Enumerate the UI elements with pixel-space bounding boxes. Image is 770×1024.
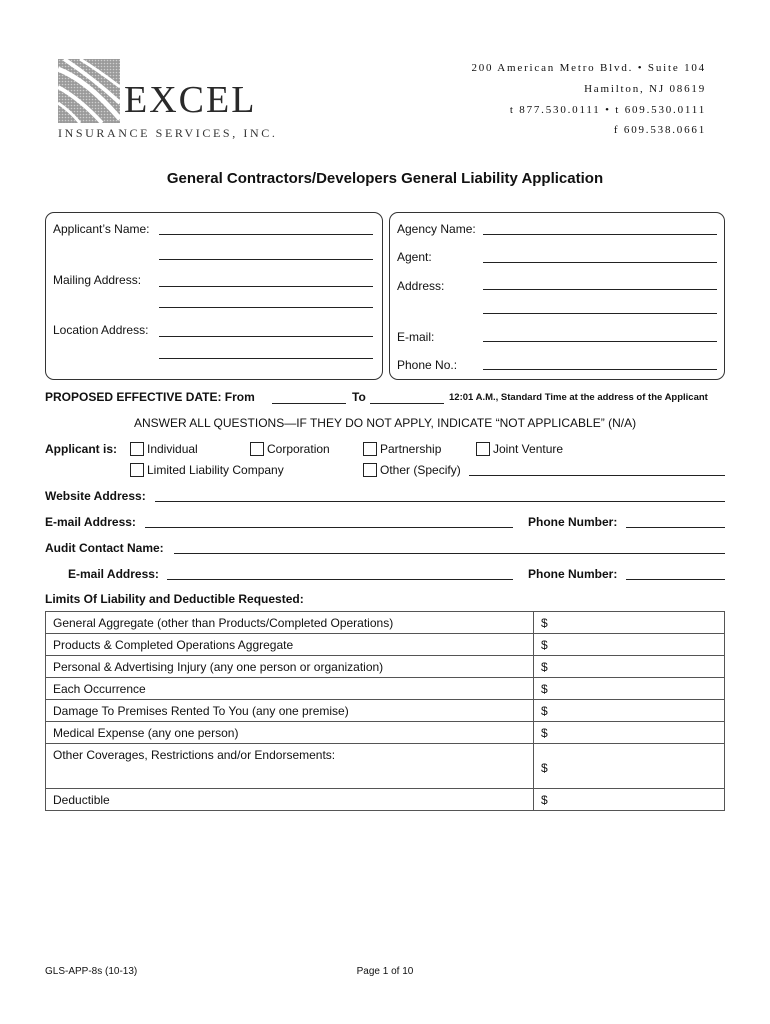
table-row [46,789,725,811]
effective-to-field[interactable] [370,403,444,404]
applicant-name-field[interactable] [159,234,373,235]
limit-amount-cell[interactable]: $ [534,612,725,634]
applicant-name-label: Applicant’s Name: [53,222,150,236]
table-row [46,612,725,634]
applicant-name-field-2[interactable] [159,259,373,260]
agent-field[interactable] [483,262,717,263]
agency-phone-field[interactable] [483,369,717,370]
page-number: Page 1 of 10 [356,966,414,977]
agency-email-field[interactable] [483,341,717,342]
agency-email-label: E-mail: [397,330,435,344]
form-id: GLS-APP-8s (10-13) [45,966,138,977]
website-field[interactable] [155,501,725,502]
applicant-box [45,212,383,380]
table-row [46,744,725,789]
brand-name: EXCEL [124,79,257,121]
audit-contact-field[interactable] [174,553,725,554]
limit-amount-cell[interactable]: $ [534,722,725,744]
audit-phone-label: Phone Number: [528,567,618,581]
instructions-text: ANSWER ALL QUESTIONS—IF THEY DO NOT APPLY, INDICATE “NOT APPLICABLE” (N/A) [133,416,637,430]
company-phones: t 877.530.0111 • t 609.530.0111 [509,104,706,116]
limit-amount-cell[interactable]: $ [534,789,725,811]
company-address-line2: Hamilton, NJ 08619 [584,83,706,95]
limit-label: General Aggregate (other than Products/Completed Operations) [46,612,534,634]
page-title: General Contractors/Developers General Liability Application [166,170,604,187]
email-field[interactable] [145,527,513,528]
audit-email-label: E-mail Address: [68,567,159,581]
limit-amount-cell[interactable]: $ [534,744,725,789]
website-label: Website Address: [45,489,146,503]
table-row [46,700,725,722]
limit-amount-cell[interactable]: $ [534,700,725,722]
limit-amount-cell[interactable]: $ [534,634,725,656]
limit-amount-cell[interactable]: $ [534,656,725,678]
location-address-label: Location Address: [53,323,149,337]
agency-phone-label: Phone No.: [397,358,458,372]
table-row [46,634,725,656]
llc-label: Limited Liability Company [147,463,284,477]
other-checkbox[interactable] [363,463,377,477]
other-label: Other (Specify) [380,463,461,477]
effective-time-note: 12:01 A.M., Standard Time at the address of the Applicant [449,392,708,403]
limit-label: Other Coverages, Restrictions and/or Endorsements: [46,744,534,789]
effective-from-label: PROPOSED EFFECTIVE DATE: From [45,390,255,404]
table-row [46,656,725,678]
audit-email-field[interactable] [167,579,513,580]
joint-venture-checkbox[interactable] [476,442,490,456]
other-specify-field[interactable] [469,475,725,476]
email-label: E-mail Address: [45,515,136,529]
partnership-label: Partnership [380,442,442,456]
phone-label: Phone Number: [528,515,618,529]
effective-from-field[interactable] [272,403,346,404]
individual-label: Individual [147,442,198,456]
limit-label: Medical Expense (any one person) [46,722,534,744]
limit-label: Damage To Premises Rented To You (any one premise) [46,700,534,722]
audit-contact-label: Audit Contact Name: [45,541,164,555]
corporation-checkbox[interactable] [250,442,264,456]
agency-name-field[interactable] [483,234,717,235]
agency-name-label: Agency Name: [397,222,476,236]
partnership-checkbox[interactable] [363,442,377,456]
company-address-line1: 200 American Metro Blvd. • Suite 104 [471,62,706,74]
corporation-label: Corporation [267,442,330,456]
limit-label: Personal & Advertising Injury (any one person or organization) [46,656,534,678]
limit-label: Products & Completed Operations Aggregate [46,634,534,656]
limit-label: Each Occurrence [46,678,534,700]
limits-heading: Limits Of Liability and Deductible Requested: [45,592,304,606]
mailing-address-field-2[interactable] [159,307,373,308]
mailing-address-label: Mailing Address: [53,273,142,287]
effective-to-label: To [352,390,366,404]
joint-venture-label: Joint Venture [493,442,564,456]
brand-tagline: INSURANCE SERVICES, INC. [58,126,278,140]
phone-field[interactable] [626,527,725,528]
agency-address-field-2[interactable] [483,313,717,314]
llc-checkbox[interactable] [130,463,144,477]
audit-phone-field[interactable] [626,579,725,580]
location-address-field-2[interactable] [159,358,373,359]
limits-table [45,611,725,811]
agency-box [389,212,725,380]
agency-address-label: Address: [397,279,445,293]
applicant-type-label: Applicant is: [45,442,118,456]
individual-checkbox[interactable] [130,442,144,456]
agent-label: Agent: [397,250,432,264]
limit-amount-cell[interactable]: $ [534,678,725,700]
company-fax: f 609.538.0661 [613,124,706,136]
limit-label: Deductible [46,789,534,811]
agency-address-field[interactable] [483,289,717,290]
table-row [46,722,725,744]
location-address-field[interactable] [159,336,373,337]
logo-mark-icon [58,59,120,123]
mailing-address-field[interactable] [159,286,373,287]
table-row [46,678,725,700]
